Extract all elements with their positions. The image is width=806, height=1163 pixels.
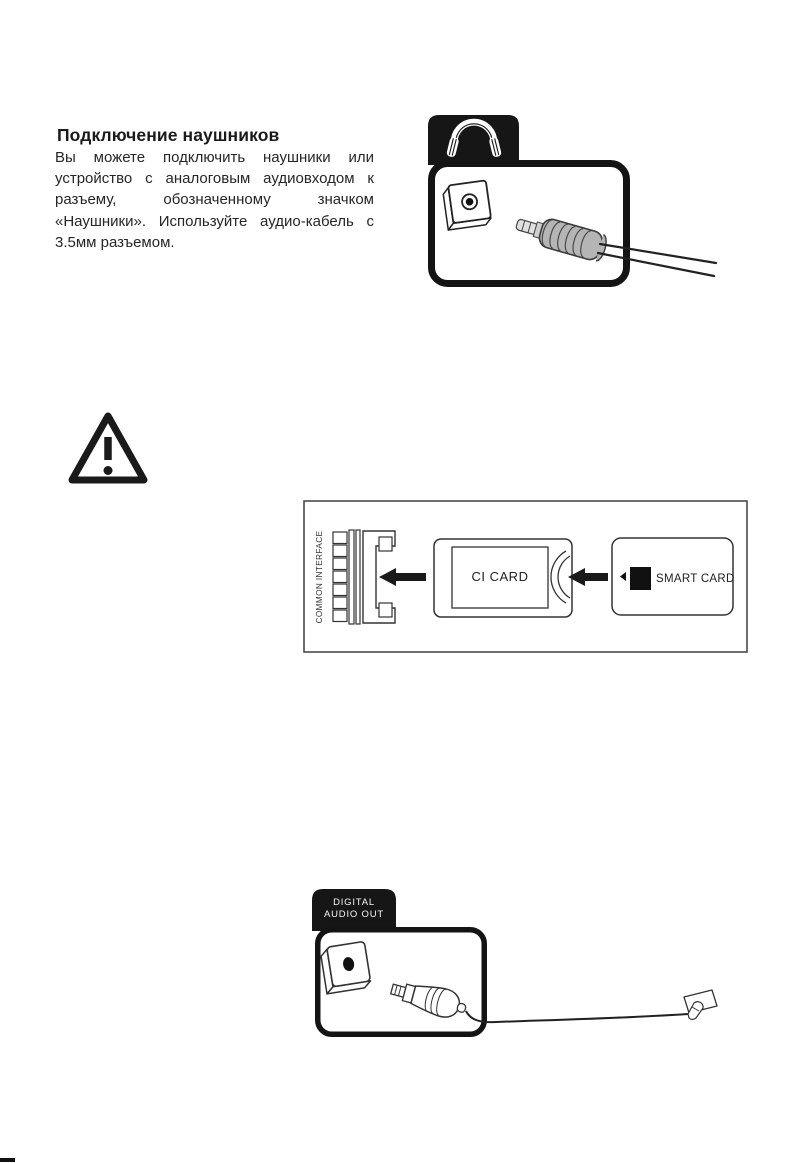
ci-card-diagram <box>300 497 752 657</box>
audio-jack-socket <box>442 180 492 230</box>
ci-card-module <box>434 539 572 617</box>
paragraph-line: 3.5мм разъемом. <box>55 233 175 251</box>
paragraph-line: устройство с аналоговым аудиовходом к <box>55 170 374 188</box>
chip-icon <box>630 567 651 590</box>
smart-card <box>612 538 735 615</box>
headphones-paragraph <box>55 147 374 253</box>
audio-cable <box>466 1011 688 1022</box>
paragraph-line: «Наушники». Используйте аудио-кабель с <box>55 212 374 230</box>
warning-triangle-icon <box>64 408 152 492</box>
digital-audio-label-line1: DIGITAL <box>333 897 375 908</box>
ci-card-label: CI CARD <box>471 569 529 584</box>
paragraph-line: разъему, обозначенному значком <box>55 191 374 209</box>
digital-audio-out-illustration <box>300 883 730 1038</box>
page-corner-mark <box>0 1158 15 1162</box>
receiver-plug <box>684 990 717 1020</box>
digital-audio-socket <box>320 941 372 993</box>
headphone-jack-illustration <box>420 105 730 295</box>
digital-audio-label-line2: AUDIO OUT <box>324 909 384 920</box>
paragraph-line: Вы можете подключить наушники или <box>55 149 374 166</box>
exclamation-dot <box>104 466 113 475</box>
page-title: Подключение наушников <box>57 124 280 145</box>
common-interface-label: COMMON INTERFACE <box>315 530 324 624</box>
smart-card-label: SMART CARD <box>656 573 735 585</box>
